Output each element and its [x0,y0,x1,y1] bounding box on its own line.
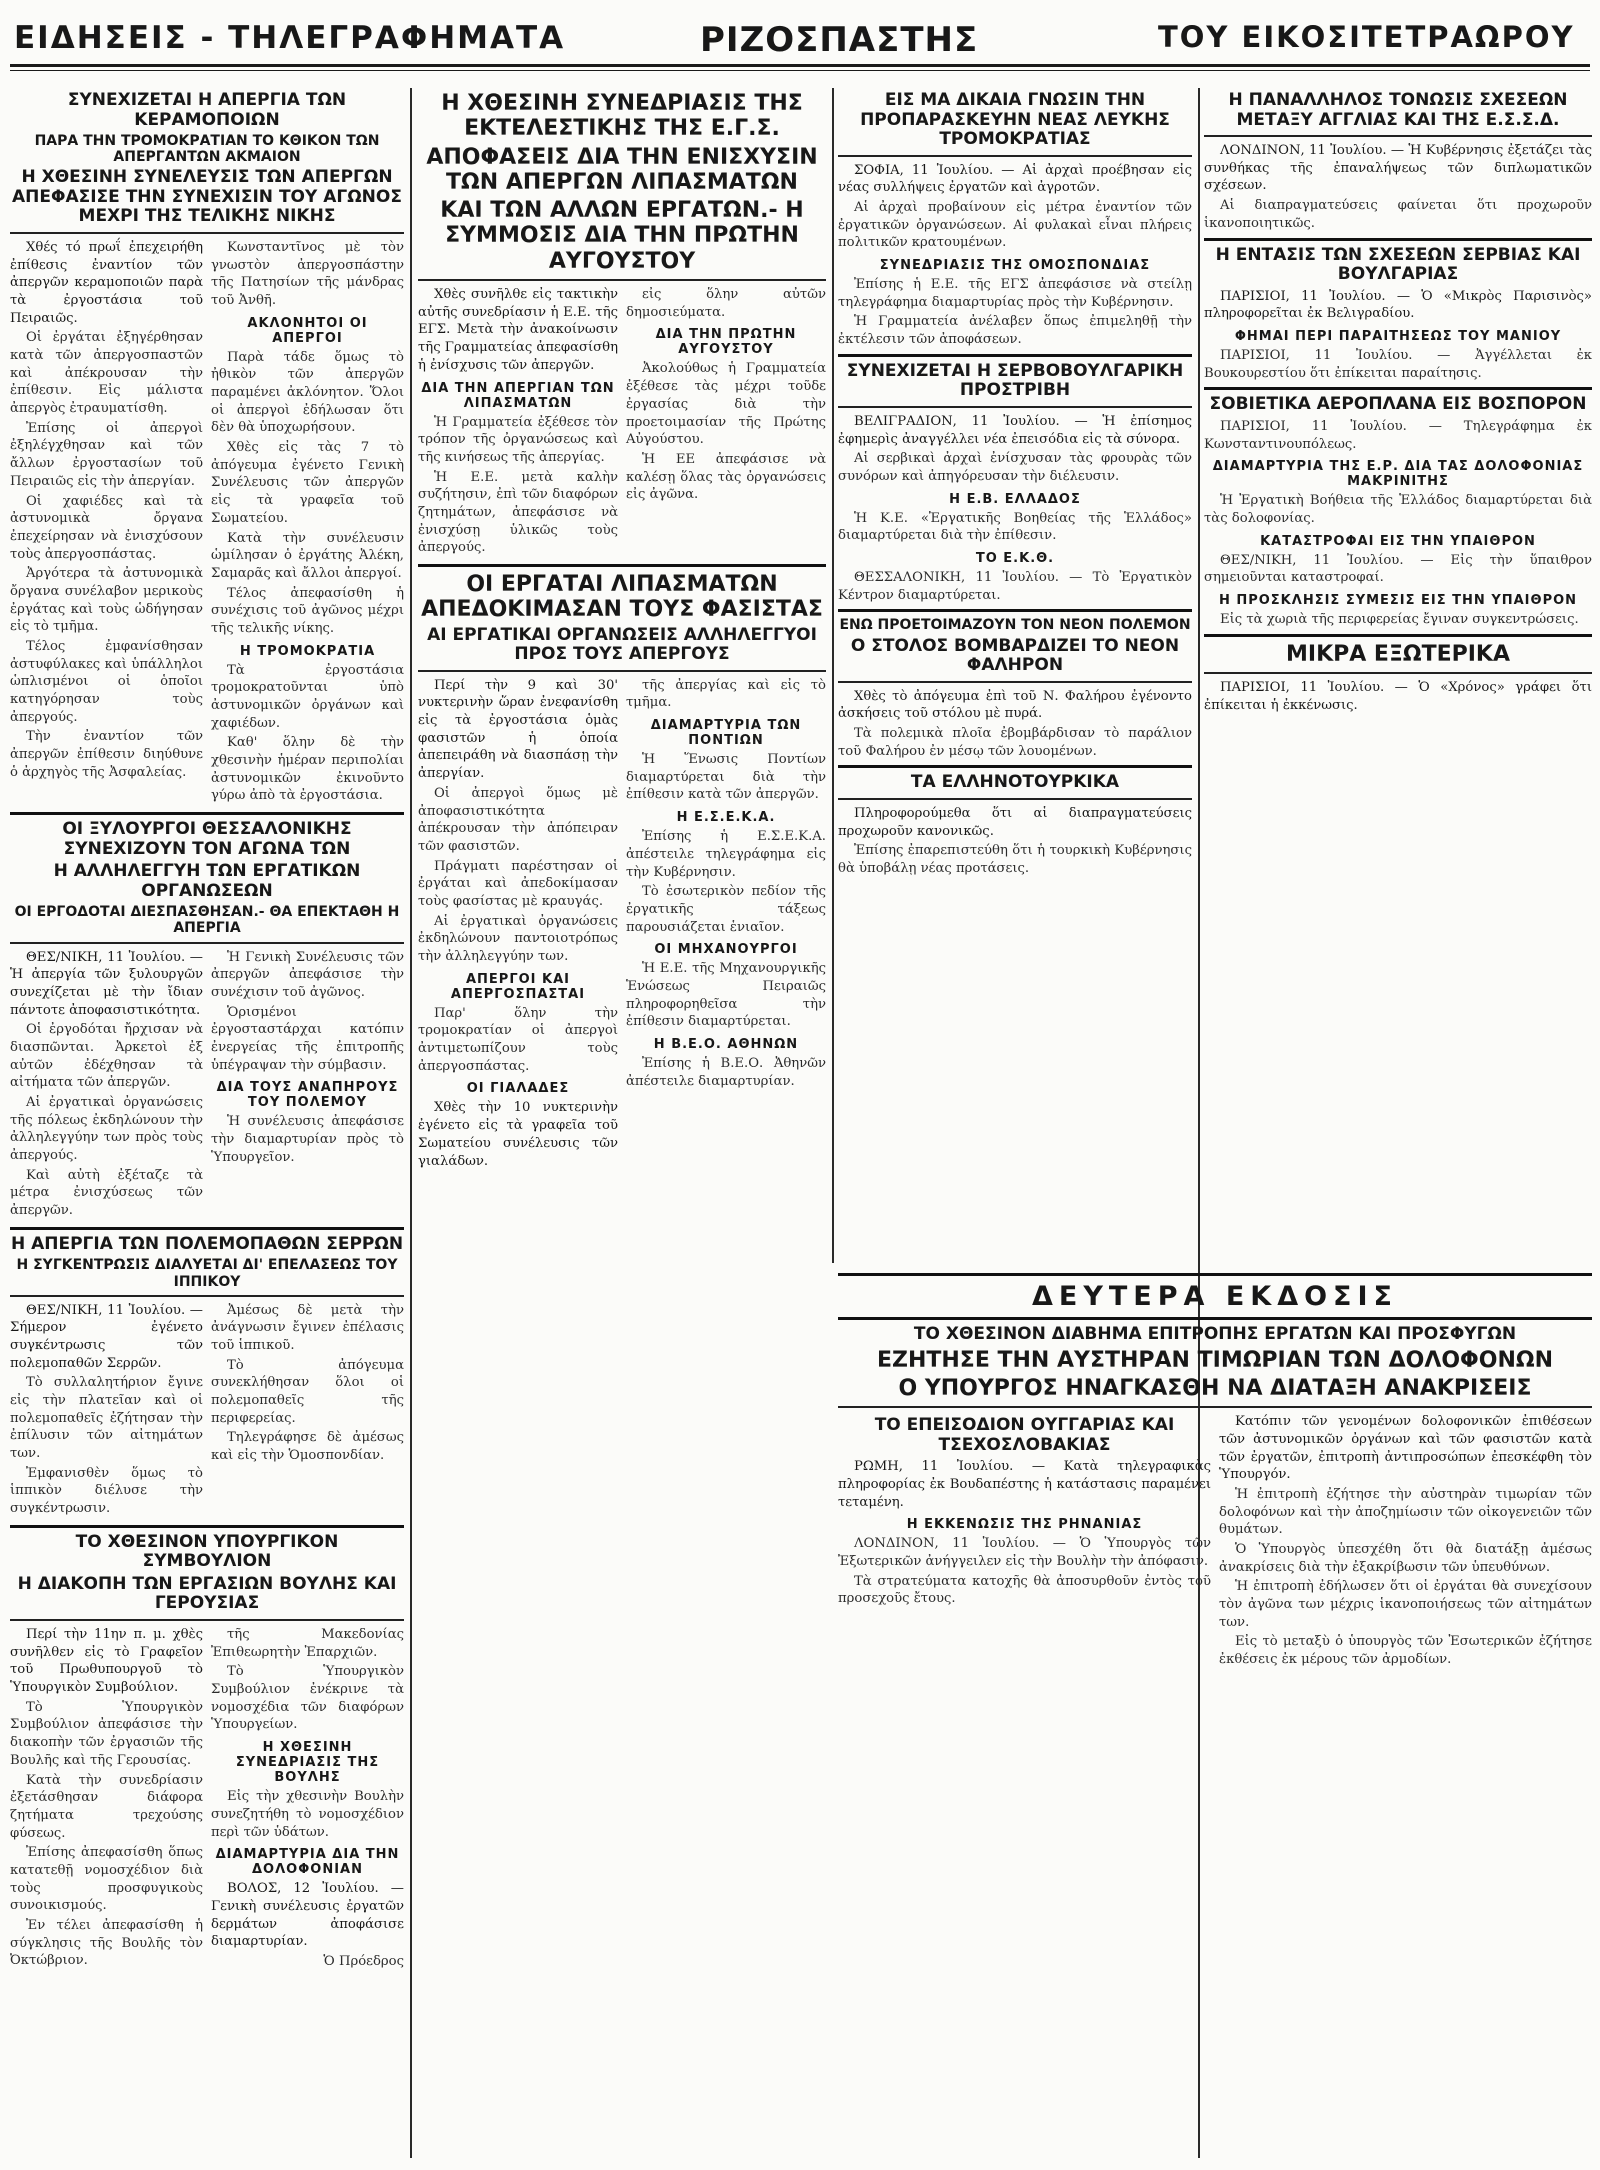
paragraph: Περί τὴν 9 καὶ 30' νυκτερινὴν ὥραν ἐνεφανίσθη εἰς τὰ ἐργοστάσια ὁμὰς φασιστῶν ἡ ὁποία ἀπεπειράθη νὰ διασπάσῃ τὴν ἀπεργίαν. [418,677,618,782]
subheading: Η Ε.Σ.Ε.Κ.Α. [676,810,776,826]
paragraph: ΒΟΛΟΣ, 12 Ἰουλίου. — Γενικὴ συνέλευσις ἐργατῶν δερμάτων ἀποφάσισε διαμαρτυρίαν. [211,1881,404,1950]
headline: ΤΑ ΕΛΛΗΝΟΤΟΥΡΚΙΚΑ [910,772,1120,793]
headline: ΜΙΚΡΑ ΕΞΩΤΕΡΙΚΑ [1286,641,1510,667]
subheading: ΦΗΜΑΙ ΠΕΡΙ ΠΑΡΑΙΤΗΣΕΩΣ ΤΟΥ ΜΑΝΙΟΥ [1234,329,1562,344]
headline: Ο ΣΤΟΛΟΣ ΒΟΜΒΑΡΔΙΖΕΙ ΤΟ ΝΕΟΝ ΦΑΛΗΡΟΝ [850,635,1180,676]
headline: Ο ΥΠΟΥΡΓΟΣ ΗΝΑΓΚΑΣΘΗ ΝΑ ΔΙΑΤΑΞΗ ΑΝΑΚΡΙΣΕΙΣ [898,1375,1532,1401]
subheading: Η ΕΚΚΕΝΩΣΙΣ ΤΗΣ ΡΗΝΑΝΙΑΣ [906,1517,1143,1533]
masthead [0,0,1600,62]
signature: Ὁ Πρόεδρος [323,1953,404,1969]
headline: Η ΧΘΕΣΙΝΗ ΣΥΝΕΔΡΙΑΣΙΣ ΤΗΣ ΕΚΤΕΛΕΣΤΙΚΗΣ ΤΗΣ Ε.Γ.Σ. [441,91,803,142]
subheading: ΤΟ Ε.Κ.Θ. [975,551,1055,567]
headline: ΣΥΝΕΧΙΖΕΤΑΙ Η ΑΠΕΡΓΙΑ ΤΩΝ ΚΕΡΑΜΟΠΟΙΩΝ [67,90,347,130]
column-1 [10,88,404,2163]
article-body: Περί τὴν 9 καὶ 30' νυκτερινὴν ὥραν ἐνεφανίσθη εἰς τὰ ἐργοστάσια ὁμὰς φασιστῶν ἡ ὁποία ἀπεπειράθη νὰ διασπάσῃ τὴν ἀπεργίαν. Οἱ ἀπεργοὶ ὅμως μὲ ἀποφασιστικότητα ἀπέκρουσαν τὴν ἀπόπειραν τῶν φασιστῶν. Πράγματι παρέστησαν οἱ ἐργάται καὶ ἀπεδοκίμασαν τοὺς φασίστας μὲ κραυγάς. Αἱ ἐργατικαὶ ὀργανώσεις ἐκδηλώνουν παντοιοτρόπως τὴν ἀλληλεγγύην των. ΑΠΕΡΓΟΙ ΚΑΙ ΑΠΕΡΓΟΣΠΑΣΤΑΙ Παρ' ὅλην τὴν τρομοκρατίαν οἱ ἀπεργοὶ ἀντιμετωπίζουν τοὺς ἀπεργοσπάστας. ΟΙ ΓΙΑΛΑΔΕΣ Χθὲς τὴν 10 νυκτερινὴν ἐγένετο εἰς τὰ γραφεῖα τοῦ Σωματείου συνέλευσις τῶν γιαλάδων. τῆς ἀπεργίας καὶ εἰς τὸ τμῆμα. ΔΙΑΜΑΡΤΥΡΙΑ ΤΩΝ ΠΟΝΤΙΩΝ Ἡ Ἕνωσις Ποντίων διαμαρτύρεται διὰ τὴν ἐπίθεσιν κατὰ τῶν ἀπεργῶν. Η Ε.Σ.Ε.Κ.Α. Ἐπίσης ἡ Ε.Σ.Ε.Κ.Α. ἀπέστειλε τηλεγράφημα εἰς τὴν Κυβέρνησιν. Τὸ ἐσωτερικὸν πεδίον τῆς ἐργατικῆς τάξεως παρουσιάζεται ἑνιαῖον. ΟΙ ΜΗΧΑΝΟΥΡΓΟΙ Ἡ Ε.Ε. τῆς Μηχανουργικῆς Ἑνώσεως Πειραιῶς πληροφορηθεῖσα τὴν ἐπίθεσιν διαμαρτύρεται. Η Β.Ε.Ο. ΑΘΗΝΩΝ Ἐπίσης ἡ Β.Ε.Ο. Ἀθηνῶν ἀπέστειλε διαμαρτυρίαν. [418,677,826,1169]
headline: ΕΖΗΤΗΣΕ ΤΗΝ ΑΥΣΤΗΡΑΝ ΤΙΜΩΡΙΑΝ ΤΩΝ ΔΟΛΟΦΟΝΩΝ [876,1347,1553,1373]
paragraph: ΛΟΝΔΙΝΟΝ, 11 Ἰουλίου. — Ἡ Κυβέρνησις ἐξετάζει τὰς συνθήκας τῆς ἐπαναλήψεως τῶν διπλωματικῶν σχέσεων. [1204,143,1592,194]
subheading: ΣΥΝΕΔΡΙΑΣΙΣ ΤΗΣ ΟΜΟΣΠΟΝΔΙΑΣ [879,258,1151,274]
subheading: ΑΠΕΡΓΟΙ ΚΑΙ ΑΠΕΡΓΟΣΠΑΣΤΑΙ [450,971,586,1002]
headline: ΚΑΙ ΤΩΝ ΑΛΛΩΝ ΕΡΓΑΤΩΝ.- Η ΣΥΜΜΟΣΙΣ ΔΙΑ ΤΗΝ ΠΡΩΤΗΝ ΑΥΓΟΥΣΤΟΥ [440,198,804,274]
paragraph: Χθὲς τὴν 10 νυκτερινὴν ἐγένετο εἰς τὰ γραφεῖα τοῦ Σωματείου συνέλευσις τῶν γιαλάδων. [418,1100,618,1169]
paragraph: ΠΑΡΙΣΙΟΙ, 11 Ἰουλίου. — Ὁ «Μικρὸς Παρισινὸς» πληροφορεῖται ἐκ Βελιγραδίου. [1204,288,1592,322]
masthead-rule-thin [10,70,1590,71]
paragraph: ΘΕΣ/ΝΙΚΗ, 11 Ἰουλίου. — Ἡ ἀπεργία τῶν ξυλουργῶν συνεχίζεται μὲ τὴν ἴδιαν πάντοτε ἀποφασιστικότητα. [10,949,203,1018]
paragraph: Χθὲς τὸ ἀπόγευμα ἐπὶ τοῦ Ν. Φαλήρου ἐγένοντο ἀσκήσεις τοῦ στόλου μὲ πυρά. [838,688,1192,722]
subheading: Η ΧΘΕΣΙΝΗ ΣΥΝΕΔΡΙΑΣΙΣ ΤΗΣ ΒΟΥΛΗΣ [235,1740,380,1786]
subheading: Η Β.Ε.Ο. ΑΘΗΝΩΝ [653,1037,799,1053]
article-body: ΘΕΣ/ΝΙΚΗ, 11 Ἰουλίου. — Ἡ ἀπεργία τῶν ξυλουργῶν συνεχίζεται μὲ τὴν ἴδιαν πάντοτε ἀποφασιστικότητα. Οἱ ἐργοδόται ἤρχισαν νὰ διασπῶνται. Ἀρκετοὶ ἐξ αὐτῶν ἐδέχθησαν τὰ αἰτήματα τῶν ἀπεργῶν. Αἱ ἐργατικαὶ ὀργανώσεις τῆς πόλεως ἐκδηλώνουν τὴν ἀλληλεγγύην των πρὸς τοὺς ἀπεργούς. Καὶ αὐτὴ ἐξέταζε τὰ μέτρα ἐνισχύσεως τῶν ἀπεργῶν. Ἡ Γενικὴ Συνέλευσις τῶν ἀπεργῶν ἀπεφάσισε τὴν συνέχισιν τοῦ ἀγῶνος. Ὁρισμένοι ἐργοσταστάρχαι κατόπιν ἐνεργείας τῆς ἐπιτροπῆς ὑπέγραψαν τὴν σύμβασιν. ΔΙΑ ΤΟΥΣ ΑΝΑΠΗΡΟΥΣ ΤΟΥ ΠΟΛΕΜΟΥ Ἡ συνέλευσις ἀπεφάσισε τὴν διαμαρτυρίαν πρὸς τὸ Ὑπουργεῖον. [10,949,404,1219]
article-body: ΤΟ ΕΠΕΙΣΟΔΙΟΝ ΟΥΓΓΑΡΙΑΣ ΚΑΙ ΤΣΕΧΟΣΛΟΒΑΚΙΑΣ ΡΩΜΗ, 11 Ἰουλίου. — Κατὰ τηλεγραφικὰς πληροφορίας ἐκ Βουδαπέστης ἡ κατάστασις παραμένει τεταμένη. Η ΕΚΚΕΝΩΣΙΣ ΤΗΣ ΡΗΝΑΝΙΑΣ ΛΟΝΔΙΝΟΝ, 11 Ἰουλίου. — Ὁ Ὑπουργὸς τῶν Ἐξωτερικῶν ἀνήγγειλεν εἰς τὴν Βουλὴν τὴν ἀπόφασιν. Τὰ στρατεύματα κατοχῆς θὰ ἀποσυρθοῦν ἐντὸς τοῦ προσεχοῦς ἔτους. Κατόπιν τῶν γενομένων δολοφονικῶν ἐπιθέσεων τῶν ἀστυνομικῶν ὀργάνων καὶ τῶν φασιστῶν κατὰ τῶν ἐργατῶν, ἐπιτροπὴ ἀντιπροσώπων ἐπεσκέφθη τὸν Ὑπουργόν. Ἡ ἐπιτροπὴ ἐζήτησε τὴν αὐστηρὰν τιμωρίαν τῶν δολοφόνων καὶ τὴν ἀποζημίωσιν τῶν οἰκογενειῶν τῶν θυμάτων. Ὁ Ὑπουργὸς ὑπεσχέθη ὅτι θὰ διατάξῃ ἀμέσως ἀνακρίσεις διὰ τὴν ἐξακρίβωσιν τῶν ὑπευθύνων. Ἡ ἐπιτροπὴ ἐδήλωσεν ὅτι οἱ ἐργάται θὰ συνεχίσουν τὸν ἀγῶνα των μέχρις ἱκανοποιήσεως τῶν αἰτημάτων των. Εἰς τὸ μεταξὺ ὁ ὑπουργὸς τῶν Ἐσωτερικῶν ἐζήτησε ἐκθέσεις ἐκ μέρους τῶν ἀρμοδίων. [838,1414,1592,1668]
subheading: ΔΙΑ ΤΟΥΣ ΑΝΑΠΗΡΟΥΣ ΤΟΥ ΠΟΛΕΜΟΥ [216,1080,399,1111]
article-body: Χθές τό πρωΐ ἐπεχειρήθη ἐπίθεσις ἐναντίον τῶν ἀπεργῶν κεραμοποιῶν παρὰ τὰ ἐργοστάσια τοῦ Πειραιῶς. Οἱ ἐργάται ἐξηγέρθησαν κατὰ τῶν ἀπεργοσπαστῶν καὶ ἀπέκρουσαν τὴν ἐπίθεσιν. Εἰς μάλιστα ἀπεργὸς ἐτραυματίσθη. Ἐπίσης οἱ ἀπεργοὶ ἐξηλέγχθησαν καὶ τῶν ἄλλων ἐργοστασίων τοῦ Πειραιῶς εἰς τὴν ἀπεργίαν. Οἱ χαφιέδες καὶ τὰ ἀστυνομικὰ ὄργανα ἐπεχείρησαν νὰ ἐνισχύσουν τοὺς ἀπεργοσπάστας. Ἀργότερα τὰ ἀστυνομικὰ ὄργανα συνέλαβον μερικοὺς ἐργάτας καὶ τοὺς ὡδήγησαν εἰς τὸ τμῆμα. Τέλος ἐμφανίσθησαν ἀστυφύλακες καὶ ὑπάλληλοι ὡπλισμένοι οἱ ὁποῖοι κατηγόρησαν τοὺς ἀπεργούς. Τὴν ἐναντίον τῶν ἀπεργῶν ἐπίθεσιν διηύθυνε ὁ ἀρχηγὸς τῆς Ἀσφαλείας. Κωνσταντῖνος μὲ τὸν γνωστὸν ἀπεργοσπάστην τῆς Πατησίων τῆς μάνδρας τοῦ Ἀνθῆ. ΑΚΛΟΝΗΤΟΙ ΟΙ ΑΠΕΡΓΟΙ Παρὰ τάδε ὅμως τὸ ἠθικὸν τῶν ἀπεργῶν παραμένει ἀκλόνητον. Ὅλοι οἱ ἀπεργοὶ ἐδήλωσαν ὅτι δὲν θὰ ὑποχωρήσουν. Χθὲς εἰς τὰς 7 τὸ ἀπόγευμα ἐγένετο Γενικὴ Συνέλευσις τῶν ἀπεργῶν εἰς τὰ γραφεῖα τοῦ Σωματείου. Κατὰ τὴν συνέλευσιν ὡμίλησαν ὁ ἐργάτης Ἀλέκη, Σαμαρᾶς καὶ ἄλλοι ἀπεργοί. Τέλος ἀπεφασίσθη ἡ συνέχισις τοῦ ἀγῶνος μέχρι τῆς τελικῆς νίκης. Η ΤΡΟΜΟΚΡΑΤΙΑ Τὰ ἐργοστάσια τρομοκρατοῦνται ὑπὸ ἀστυνομικῶν ὀργάνων καὶ χαφιέδων. Καθ' ὅλην δὲ τὴν χθεσινὴν ἡμέραν περιπολίαι ἀστυνομικῶν ἐκινοῦντο γύρω ἀπὸ τὰ ἐργοστάσια. [10,239,404,804]
headline: ΟΙ ΕΡΓΟΔΟΤΑΙ ΔΙΕΣΠΑΣΘΗΣΑΝ.- ΘΑ ΕΠΕΚΤΑΘΗ Η ΑΠΕΡΓΙΑ [14,904,400,937]
paragraph: ΘΕΣ/ΝΙΚΗ, 11 Ἰουλίου. — Σήμερον ἐγένετο συγκέντρωσις τῶν πολεμοπαθῶν Σερρῶν. [10,1302,203,1371]
headline: ΤΟ ΧΘΕΣΙΝΟΝ ΥΠΟΥΡΓΙΚΟΝ ΣΥΜΒΟΥΛΙΟΝ [75,1531,339,1572]
headline: ΟΙ ΞΥΛΟΥΡΓΟΙ ΘΕΣΣΑΛΟΝΙΚΗΣ ΣΥΝΕΧΙΖΟΥΝ ΤΟΝ ΑΓΩΝΑ ΤΩΝ [62,819,352,859]
paragraph: ΒΕΛΙΓΡΑΔΙΟΝ, 11 Ἰουλίου. — Ἡ ἐπίσημος ἐφημερὶς ἀναγγέλλει νέα ἐπεισόδια εἰς τὰ σύνορα. [838,413,1192,447]
headline: Η ΣΥΓΚΕΝΤΡΩΣΙΣ ΔΙΑΛΥΕΤΑΙ ΔΙ' ΕΠΕΛΑΣΕΩΣ ΤΟΥ ΙΠΠΙΚΟΥ [16,1257,398,1290]
column-divider [410,88,412,2158]
headline: ΤΟ ΕΠΕΙΣΟΔΙΟΝ ΟΥΓΓΑΡΙΑΣ ΚΑΙ ΤΣΕΧΟΣΛΟΒΑΚΙΑΣ [874,1415,1175,1455]
second-edition [838,1268,1592,2158]
subheading: ΑΚΛΟΝΗΤΟΙ ΟΙ ΑΠΕΡΓΟΙ [247,315,368,346]
article-body: Χθὲς συνῆλθε εἰς τακτικὴν αὐτῆς συνεδρίασιν ἡ Ε.Ε. τῆς ΕΓΣ. Μετὰ τὴν ἀνακοίνωσιν τῆς Γραμματείας ἀπεφασίσθη ἡ ἐνίσχυσις τῶν ἀπεργῶν. ΔΙΑ ΤΗΝ ΑΠΕΡΓΙΑΝ ΤΩΝ ΛΙΠΑΣΜΑΤΩΝ Ἡ Γραμματεία ἐξέθεσε τὸν τρόπον τῆς ὀργανώσεως καὶ τῆς κινήσεως τῆς ἀπεργίας. Ἡ Ε.Ε. μετὰ καλὴν συζήτησιν, ἐπὶ τῶν διαφόρων ζητημάτων, ἀπεφάσισε νὰ ἐνισχύσῃ ὑλικῶς τοὺς ἀπεργούς. εἰς ὅλην αὐτῶν δημοσιεύματα. ΔΙΑ ΤΗΝ ΠΡΩΤΗΝ ΑΥΓΟΥΣΤΟΥ Ἀκολούθως ἡ Γραμματεία ἐξέθεσε τὰς μέχρι τοῦδε ἐργασίας διὰ τὴν προετοιμασίαν τῆς Πρώτης Αὐγούστου. Ἡ ΕΕ ἀπεφάσισε νὰ καλέσῃ ὅλας τὰς ὀργανώσεις εἰς ἀγῶνα. [418,287,826,556]
subheading: ΔΙΑ ΤΗΝ ΑΠΕΡΓΙΑΝ ΤΩΝ ΛΙΠΑΣΜΑΤΩΝ [421,380,615,411]
paragraph: Πληροφορούμεθα ὅτι αἱ διαπραγματεύσεις προχωροῦν κανονικῶς. [838,805,1192,839]
masthead-rule [10,64,1590,67]
edition-title: ΔΕΥΤΕΡΑ ΕΚΔΟΣΙΣ [1032,1281,1398,1312]
headline: Η ΕΝΤΑΣΙΣ ΤΩΝ ΣΧΕΣΕΩΝ ΣΕΡΒΙΑΣ ΚΑΙ ΒΟΥΛΓΑΡΙΑΣ [1215,244,1581,285]
headline: ΕΝΩ ΠΡΟΕΤΟΙΜΑΖΟΥΝ ΤΟΝ ΝΕΟΝ ΠΟΛΕΜΟΝ [839,617,1191,634]
headline: Η ΠΑΝΑΛΛΗΛΟΣ ΤΟΝΩΣΙΣ ΣΧΕΣΕΩΝ ΜΕΤΑΞΥ ΑΓΓΛΙΑΣ ΚΑΙ ΤΗΣ Ε.Σ.Σ.Δ. [1228,90,1568,130]
column-divider [832,88,834,1263]
paragraph: Χθές τό πρωΐ ἐπεχειρήθη ἐπίθεσις ἐναντίον τῶν ἀπεργῶν κεραμοποιῶν παρὰ τὰ ἐργοστάσια τοῦ Πειραιῶς. [10,239,203,326]
paragraph: Χθὲς συνῆλθε εἰς τακτικὴν αὐτῆς συνεδρίασιν ἡ Ε.Ε. τῆς ΕΓΣ. Μετὰ τὴν ἀνακοίνωσιν τῆς Γραμματείας ἀπεφασίσθη ἡ ἐνίσχυσις τῶν ἀπεργῶν. [418,287,618,373]
headline: Η ΧΘΕΣΙΝΗ ΣΥΝΕΛΕΥΣΙΣ ΤΩΝ ΑΠΕΡΓΩΝ ΑΠΕΦΑΣΙΣΕ ΤΗΝ ΣΥΝΕΧΙΣΙΝ ΤΟΥ ΑΓΩΝΟΣ ΜΕΧΡΙ ΤΗΣ ΤΕΛΙΚΗΣ ΝΙΚΗΣ [12,167,402,227]
article-body: ΘΕΣ/ΝΙΚΗ, 11 Ἰουλίου. — Σήμερον ἐγένετο συγκέντρωσις τῶν πολεμοπαθῶν Σερρῶν. Τὸ συλλαλητήριον ἔγινε εἰς τὴν πλατεῖαν καὶ οἱ πολεμοπαθεῖς ἐζήτησαν τὴν ἐπίλυσιν τῶν αἰτημάτων των. Ἐμφανισθὲν ὅμως τὸ ἱππικὸν διέλυσε τὴν συγκέντρωσιν. Ἀμέσως δὲ μετὰ τὴν ἀνάγνωσιν ἔγινεν ἐπέλασις τοῦ ἱππικοῦ. Τὸ ἀπόγευμα συνεκλήθησαν ὅλοι οἱ πολεμοπαθεῖς τῆς περιφερείας. Τηλεγράφησε δὲ ἀμέσως καὶ εἰς τὴν Ὁμοσπονδίαν. [10,1302,404,1517]
headline: Η ΔΙΑΚΟΠΗ ΤΩΝ ΕΡΓΑΣΙΩΝ ΒΟΥΛΗΣ ΚΑΙ ΓΕΡΟΥΣΙΑΣ [17,1573,397,1614]
subheading: ΔΙΑΜΑΡΤΥΡΙΑ ΔΙΑ ΤΗΝ ΔΟΛΟΦΟΝΙΑΝ [215,1847,400,1878]
headline: Η ΑΠΕΡΓΙΑ ΤΩΝ ΠΟΛΕΜΟΠΑΘΩΝ ΣΕΡΡΩΝ [10,1233,404,1254]
article-body: Περί τὴν 11ην π. μ. χθὲς συνῆλθεν εἰς τὸ Γραφεῖον τοῦ Πρωθυπουργοῦ τὸ Ὑπουργικὸν Συμβούλιον. Τὸ Ὑπουργικὸν Συμβούλιον ἀπεφάσισε τὴν διακοπὴν τῶν ἐργασιῶν τῆς Βουλῆς καὶ τῆς Γερουσίας. Κατὰ τὴν συνεδρίασιν ἐξετάσθησαν διάφορα ζητήματα τρεχούσης φύσεως. Ἐπίσης ἀπεφασίσθη ὅπως κατατεθῇ νομοσχέδιον διὰ τοὺς προσφυγικοὺς συνοικισμούς. Ἐν τέλει ἀπεφασίσθη ἡ σύγκλησις τῆς Βουλῆς τὸν Ὀκτώβριον. τῆς Μακεδονίας Ἐπιθεωρητὴν Ἐπαρχιῶν. Τὸ Ὑπουργικὸν Συμβούλιον ἐνέκρινε τὰ νομοσχέδια τῶν διαφόρων Ὑπουργείων. Η ΧΘΕΣΙΝΗ ΣΥΝΕΔΡΙΑΣΙΣ ΤΗΣ ΒΟΥΛΗΣ Εἰς τὴν χθεσινὴν Βουλὴν συνεζητήθη τὸ νομοσχέδιον περὶ τῶν ὑδάτων. ΔΙΑΜΑΡΤΥΡΙΑ ΔΙΑ ΤΗΝ ΔΟΛΟΦΟΝΙΑΝ ΒΟΛΟΣ, 12 Ἰουλίου. — Γενικὴ συνέλευσις ἐργατῶν δερμάτων ἀποφάσισε διαμαρτυρίαν. Ὁ Πρόεδρος [10,1627,404,1969]
headline: Η ΑΛΛΗΛΕΓΓΥΗ ΤΩΝ ΕΡΓΑΤΙΚΩΝ ΟΡΓΑΝΩΣΕΩΝ [53,861,361,901]
column-4: Η ΠΑΝΑΛΛΗΛΟΣ ΤΟΝΩΣΙΣ ΣΧΕΣΕΩΝ ΜΕΤΑΞΥ ΑΓΓΛΙΑΣ ΚΑΙ ΤΗΣ Ε.Σ.Σ.Δ. ΛΟΝΔΙΝΟΝ, 11 Ἰουλίου. — Ἡ Κυβέρνησις ἐξετάζει τὰς συνθήκας τῆς ἐπαναλήψεως τῶν διπλωματικῶν σχέσεων. Αἱ διαπραγματεύσεις φαίνεται ὅτι προχωροῦν ἱκανοποιητικῶς. Η ΕΝΤΑΣΙΣ ΤΩΝ ΣΧΕΣΕΩΝ ΣΕΡΒΙΑΣ ΚΑΙ ΒΟΥΛΓΑΡΙΑΣ ΠΑΡΙΣΙΟΙ, 11 Ἰουλίου. — Ὁ «Μικρὸς Παρισινὸς» πληροφορεῖται ἐκ Βελιγραδίου. ΦΗΜΑΙ ΠΕΡΙ ΠΑΡΑΙΤΗΣΕΩΣ ΤΟΥ ΜΑΝΙΟΥ ΠΑΡΙΣΙΟΙ, 11 Ἰουλίου. — Ἀγγέλλεται ἐκ Βουκουρεστίου ὅτι ἐπίκειται παραίτησις. ΣΟΒΙΕΤΙΚΑ ΑΕΡΟΠΛΑΝΑ ΕΙΣ ΒΟΣΠΟΡΟΝ ΠΑΡΙΣΙΟΙ, 11 Ἰουλίου. — Τηλεγράφημα ἐκ Κωνσταντινουπόλεως. ΔΙΑΜΑΡΤΥΡΙΑ ΤΗΣ Ε.Ρ. ΔΙΑ ΤΑΣ ΔΟΛΟΦΟΝΙΑΣ ΜΑΚΡΙΝΙΤΗΣ Ἡ Ἐργατικὴ Βοήθεια τῆς Ἑλλάδος διαμαρτύρεται διὰ τὰς δολοφονίας. ΚΑΤΑΣΤΡΟΦΑΙ ΕΙΣ ΤΗΝ ΥΠΑΙΘΡΟΝ ΘΕΣ/ΝΙΚΗ, 11 Ἰουλίου. — Εἰς τὴν ὕπαιθρον σημειοῦνται καταστροφαί. Η ΠΡΟΣΚΛΗΣΙΣ ΣΥΜΕΣΙΣ ΕΙΣ ΤΗΝ ΥΠΑΙΘΡΟΝ Εἰς τὰ χωριὰ τῆς περιφερείας ἔγιναν συγκεντρώσεις. ΜΙΚΡΑ ΕΞΩΤΕΡΙΚΑ ΠΑΡΙΣΙΟΙ, 11 Ἰουλίου. — Ὁ «Χρόνος» γράφει ὅτι ἐπίκειται ἡ ἐκκένωσις. [1204,90,1592,713]
subheading: ΔΙΑΜΑΡΤΥΡΙΑ ΤΗΣ Ε.Ρ. ΔΙΑ ΤΑΣ ΔΟΛΟΦΟΝΙΑΣ ΜΑΚΡΙΝΙΤΗΣ [1212,459,1584,490]
subheading: ΟΙ ΜΗΧΑΝΟΥΡΓΟΙ [654,942,798,958]
headline: ΑΙ ΕΡΓΑΤΙΚΑΙ ΟΡΓΑΝΩΣΕΙΣ ΑΛΛΗΛΕΓΓΥΟΙ ΠΡΟΣ ΤΟΥΣ ΑΠΕΡΓΟΥΣ [427,624,817,665]
column-3: ΕΙΣ ΜΑ ΔΙΚΑΙΑ ΓΝΩΣΙΝ ΤΗΝ ΠΡΟΠΑΡΑΣΚΕΥΗΝ ΝΕΑΣ ΛΕΥΚΗΣ ΤΡΟΜΟΚΡΑΤΙΑΣ ΣΟΦΙΑ, 11 Ἰουλίου. — Αἱ ἀρχαὶ προέβησαν εἰς νέας συλλήψεις ἐργατῶν καὶ ἀγροτῶν. Αἱ ἀρχαὶ προβαίνουν εἰς μέτρα ἐναντίον τῶν ἐργατικῶν ὀργανώσεων. Αἱ φυλακαὶ εἶναι πλήρεις πολιτικῶν κρατουμένων. ΣΥΝΕΔΡΙΑΣΙΣ ΤΗΣ ΟΜΟΣΠΟΝΔΙΑΣ Ἐπίσης ἡ Ε.Ε. τῆς ΕΓΣ ἀπεφάσισε νὰ στείλῃ τηλεγράφημα διαμαρτυρίας πρὸς τὴν Κυβέρνησιν. Ἡ Γραμματεία ἀνέλαβεν ὅπως ἐπιμεληθῇ τὴν ἐκτέλεσιν τῶν ἀποφάσεων. ΣΥΝΕΧΙΖΕΤΑΙ Η ΣΕΡΒΟΒΟΥΛΓΑΡΙΚΗ ΠΡΟΣΤΡΙΒΗ ΒΕΛΙΓΡΑΔΙΟΝ, 11 Ἰουλίου. — Ἡ ἐπίσημος ἐφημερὶς ἀναγγέλλει νέα ἐπεισόδια εἰς τὰ σύνορα. Αἱ σερβικαὶ ἀρχαὶ ἐνίσχυσαν τὰς φρουρὰς τῶν συνόρων καὶ ἀπηγόρευσαν τὴν διέλευσιν. Η Ε.Β. ΕΛΛΑΔΟΣ Ἡ Κ.Ε. «Ἐργατικῆς Βοηθείας τῆς Ἑλλάδος» διαμαρτύρεται διὰ τὴν ἐπίθεσιν. ΤΟ Ε.Κ.Θ. ΘΕΣΣΑΛΟΝΙΚΗ, 11 Ἰουλίου. — Τὸ Ἐργατικὸν Κέντρον διαμαρτύρεται. ΕΝΩ ΠΡΟΕΤΟΙΜΑΖΟΥΝ ΤΟΝ ΝΕΟΝ ΠΟΛΕΜΟΝ Ο ΣΤΟΛΟΣ ΒΟΜΒΑΡΔΙΖΕΙ ΤΟ ΝΕΟΝ ΦΑΛΗΡΟΝ Χθὲς τὸ ἀπόγευμα ἐπὶ τοῦ Ν. Φαλήρου ἐγένοντο ἀσκήσεις τοῦ στόλου μὲ πυρά. Τὰ πολεμικὰ πλοῖα ἐβομβάρδισαν τὸ παράλιον τοῦ Φαλήρου ἐν μέσῳ τῶν λουομένων. ΤΑ ΕΛΛΗΝΟΤΟΥΡΚΙΚΑ Πληροφορούμεθα ὅτι αἱ διαπραγματεύσεις προχωροῦν κανονικῶς. Ἐπίσης ἐπαρεπιστεύθη ὅτι ἡ τουρκικὴ Κυβέρνησις θὰ ὑποβάλῃ νέας προτάσεις. [838,90,1192,876]
column-2 [418,88,826,2163]
subheading: Η Ε.Β. ΕΛΛΑΔΟΣ [949,491,1081,507]
headline: ΕΙΣ ΜΑ ΔΙΚΑΙΑ ΓΝΩΣΙΝ ΤΗΝ ΠΡΟΠΑΡΑΣΚΕΥΗΝ ΝΕΑΣ ΛΕΥΚΗΣ ΤΡΟΜΟΚΡΑΤΙΑΣ [860,90,1170,150]
headline: ΤΟ ΧΘΕΣΙΝΟΝ ΔΙΑΒΗΜΑ ΕΠΙΤΡΟΠΗΣ ΕΡΓΑΤΩΝ ΚΑΙ ΠΡΟΣΦΥΓΩΝ [913,1324,1517,1345]
headline: ΠΑΡΑ ΤΗΝ ΤΡΟΜΟΚΡΑΤΙΑΝ ΤΟ ΚΘΙΚΟΝ ΤΩΝ ΑΠΕΡΓΑΝΤΩΝ ΑΚΜΑΙΟΝ [34,133,380,166]
paragraph: ΠΑΡΙΣΙΟΙ, 11 Ἰουλίου. — Ὁ «Χρόνος» γράφει ὅτι ἐπίκειται ἡ ἐκκένωσις. [1204,680,1592,713]
headline: ΣΥΝΕΧΙΖΕΤΑΙ Η ΣΕΡΒΟΒΟΥΛΓΑΡΙΚΗ ΠΡΟΣΤΡΙΒΗ [846,360,1184,401]
subheading: Η ΤΡΟΜΟΚΡΑΤΙΑ [239,643,376,659]
paragraph: ΣΟΦΙΑ, 11 Ἰουλίου. — Αἱ ἀρχαὶ προέβησαν εἰς νέας συλλήψεις ἐργατῶν καὶ ἀγροτῶν. [838,162,1192,196]
headline: ΑΠΟΦΑΣΕΙΣ ΔΙΑ ΤΗΝ ΕΝΙΣΧΥΣΙΝ ΤΩΝ ΑΠΕΡΓΩΝ ΛΙΠΑΣΜΑΤΩΝ [426,144,818,195]
paragraph: ΡΩΜΗ, 11 Ἰουλίου. — Κατὰ τηλεγραφικὰς πληροφορίας ἐκ Βουδαπέστης ἡ κατάστασις παραμένει τεταμένη. [838,1459,1211,1510]
headline: ΟΙ ΕΡΓΑΤΑΙ ΛΙΠΑΣΜΑΤΩΝ ΑΠΕΔΟΚΙΜΑΣΑΝ ΤΟΥΣ ΦΑΣΙΣΤΑΣ [421,572,823,623]
section-title: ΕΙΔΗΣΕΙΣ - ΤΗΛΕΓΡΑΦΗΜΑΤΑ [14,20,566,56]
subheading: ΔΙΑ ΤΗΝ ΠΡΩΤΗΝ ΑΥΓΟΥΣΤΟΥ [655,327,797,358]
headline: ΣΟΒΙΕΤΙΚΑ ΑΕΡΟΠΛΑΝΑ ΕΙΣ ΒΟΣΠΟΡΟΝ [1209,394,1587,415]
subheading: Η ΠΡΟΣΚΛΗΣΙΣ ΣΥΜΕΣΙΣ ΕΙΣ ΤΗΝ ΥΠΑΙΘΡΟΝ [1218,593,1578,609]
paragraph: Κατόπιν τῶν γενομένων δολοφονικῶν ἐπιθέσεων τῶν ἀστυνομικῶν ὀργάνων καὶ τῶν φασιστῶν κατὰ τῶν ἐργατῶν, ἐπιτροπὴ ἀντιπροσώπων ἐπεσκέφθη τὸν Ὑπουργόν. [1219,1414,1592,1483]
subheading: ΟΙ ΓΙΑΛΑΔΕΣ [466,1081,570,1097]
paragraph: Περί τὴν 11ην π. μ. χθὲς συνῆλθεν εἰς τὸ Γραφεῖον τοῦ Πρωθυπουργοῦ τὸ Ὑπουργικὸν Συμβούλιον. [10,1627,203,1696]
section-subtitle: ΤΟΥ ΕΙΚΟΣΙΤΕΤΡΑΩΡΟΥ [1158,20,1575,54]
newspaper-name: ΡΙΖΟΣΠΑΣΤΗΣ [700,20,979,60]
subheading: ΚΑΤΑΣΤΡΟΦΑΙ ΕΙΣ ΤΗΝ ΥΠΑΙΘΡΟΝ [1260,533,1536,549]
subheading: ΔΙΑΜΑΡΤΥΡΙΑ ΤΩΝ ΠΟΝΤΙΩΝ [650,718,802,749]
